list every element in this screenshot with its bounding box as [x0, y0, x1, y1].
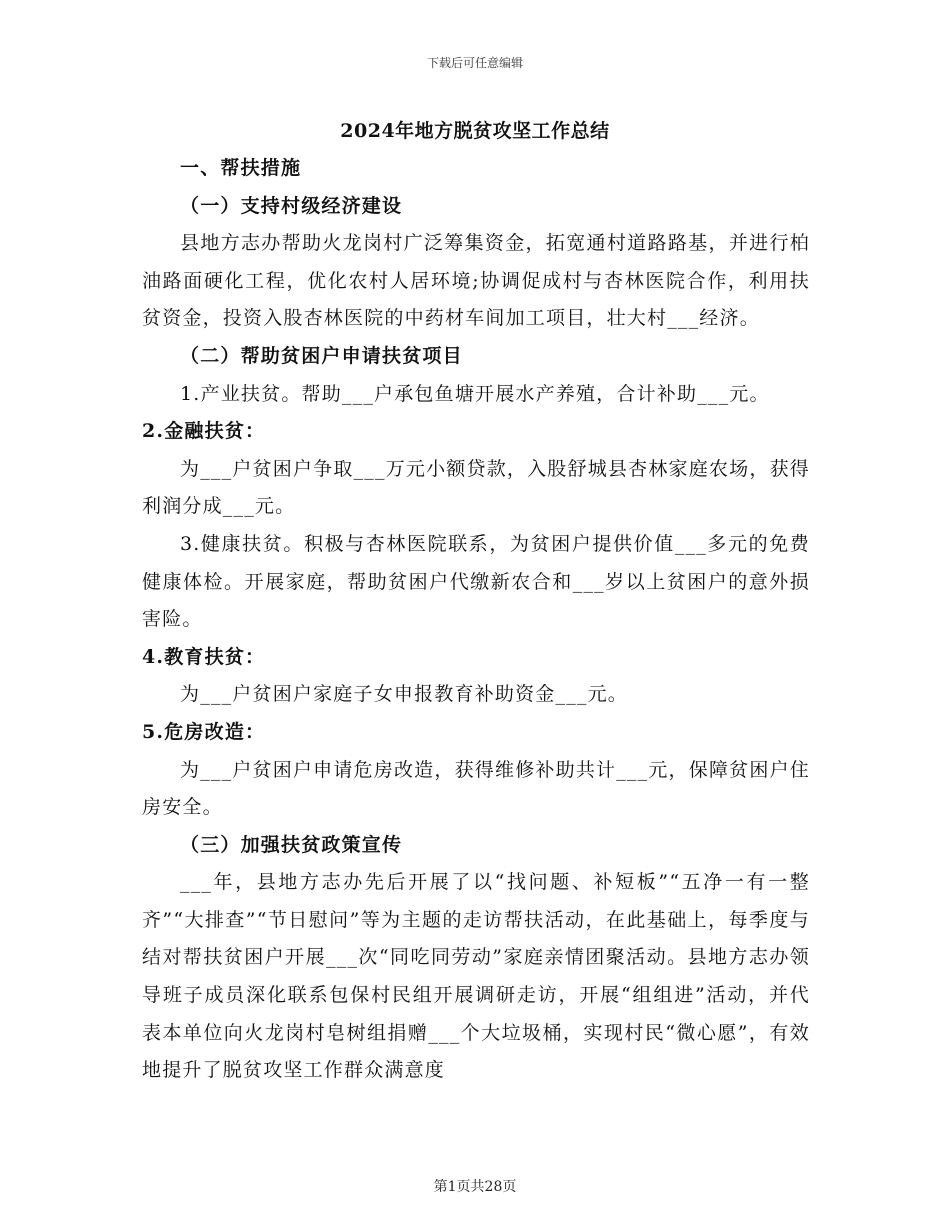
document-body — [142, 150, 810, 1090]
item-4-paragraph: 为___户贫困户家庭子女申报教育补助资金___元。 — [180, 683, 629, 706]
item-2-heading: 2.金融扶贫： — [142, 420, 266, 443]
document-title: 2024年地方脱贫攻坚工作总结 — [340, 120, 610, 142]
section-3-heading: （三）加强扶贫政策宣传 — [180, 833, 403, 856]
item-3-health: 3.健康扶贫。积极与杏林医院联系，为贫困户提供价值___多元的免费健康体检。开展家庭，帮助贫困户代缴新农合和___岁以上贫困户的意外损害险。 — [142, 532, 810, 631]
page-number-footer: 第1页共28页 — [433, 1179, 517, 1195]
section-1-heading: （一）支持村级经济建设 — [180, 194, 403, 217]
heading-assistance-measures: 一、帮扶措施 — [180, 157, 302, 179]
item-1-industry: 1.产业扶贫。帮助___户承包鱼塘开展水产养殖，合计补助___元。 — [180, 382, 770, 405]
section-2-heading: （二）帮助贫困户申请扶贫项目 — [180, 344, 463, 367]
section-3-paragraph: ___年，县地方志办先后开展了以“找问题、补短板”“五净一有一整齐”“大排查”“节日慰问”等为主题的走访帮扶活动，在此基础上，每季度与结对帮扶贫困户开展___次“同吃同劳动”家庭亲情团聚活动。县地方志办领导班子成员深化联系包保村民组开展调研走访，开展“组组进”活动，并代表本单位向火龙岗村皂树组捐赠___个大垃圾桶，实现村民“微心愿”，有效地提升了脱贫攻坚工作群众满意度 — [142, 871, 810, 1082]
item-4-heading: 4.教育扶贫： — [142, 645, 266, 668]
section-1-paragraph: 县地方志办帮助火龙岗村广泛筹集资金，拓宽通村道路路基，并进行柏油路面硬化工程，优化农村人居环境;协调促成村与杏林医院合作，利用扶贫资金，投资入股杏林医院的中药材车间加工项目，壮大村___经济。 — [142, 232, 810, 330]
item-5-heading: 5.危房改造： — [142, 720, 266, 743]
item-5-paragraph: 为___户贫困户申请危房改造，获得维修补助共计___元，保障贫困户住房安全。 — [142, 758, 810, 819]
item-2-paragraph: 为___户贫困户争取___万元小额贷款，入股舒城县杏林家庭农场，获得利润分成___元。 — [142, 457, 810, 518]
header-note: 下载后可任意编辑 — [426, 56, 523, 70]
